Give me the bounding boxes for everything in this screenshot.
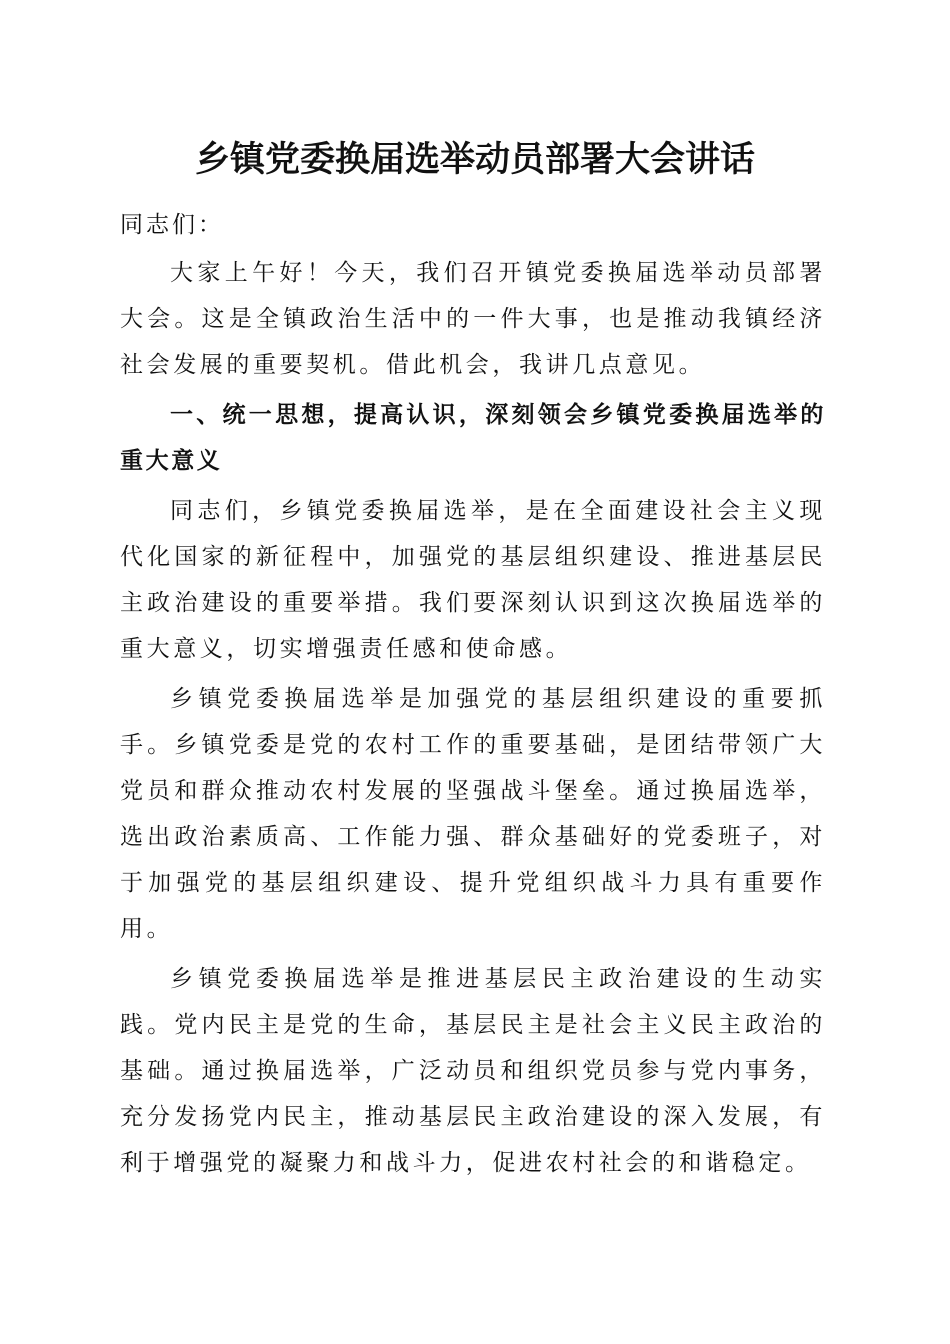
document-body [120,204,826,1186]
salutation: 同志们： [120,212,224,238]
body-paragraph: 乡镇党委换届选举是推进基层民主政治建设的生动实践。党内民主是党的生命，基层民主是社会主义民主政治的基础。通过换届选举，广泛动员和组织党员参与党内事务，充分发扬党内民主，推动基层民主政治建设的深入发展，有利于增强党的凝聚力和战斗力，促进农村社会的和谐稳定。 [120,966,826,1176]
section-heading: 一、统一思想，提高认识，深刻领会乡镇党委换届选举的重大意义 [120,402,826,474]
opening-paragraph: 大家上午好！今天，我们召开镇党委换届选举动员部署大会。这是全镇政治生活中的一件大事，也是推动我镇经济社会发展的重要契机。借此机会，我讲几点意见。 [120,260,826,378]
body-paragraph: 乡镇党委换届选举是加强党的基层组织建设的重要抓手。乡镇党委是党的农村工作的重要基础，是团结带领广大党员和群众推动农村发展的坚强战斗堡垒。通过换届选举，选出政治素质高、工作能力强、群众基础好的党委班子，对于加强党的基层组织建设、提升党组织战斗力具有重要作用。 [120,686,826,942]
body-paragraph: 同志们，乡镇党委换届选举，是在全面建设社会主义现代化国家的新征程中，加强党的基层组织建设、推进基层民主政治建设的重要举措。我们要深刻认识到这次换届选举的重大意义，切实增强责任感和使命感。 [120,498,826,662]
document-title: 乡镇党委换届选举动员部署大会讲话 [194,139,755,180]
